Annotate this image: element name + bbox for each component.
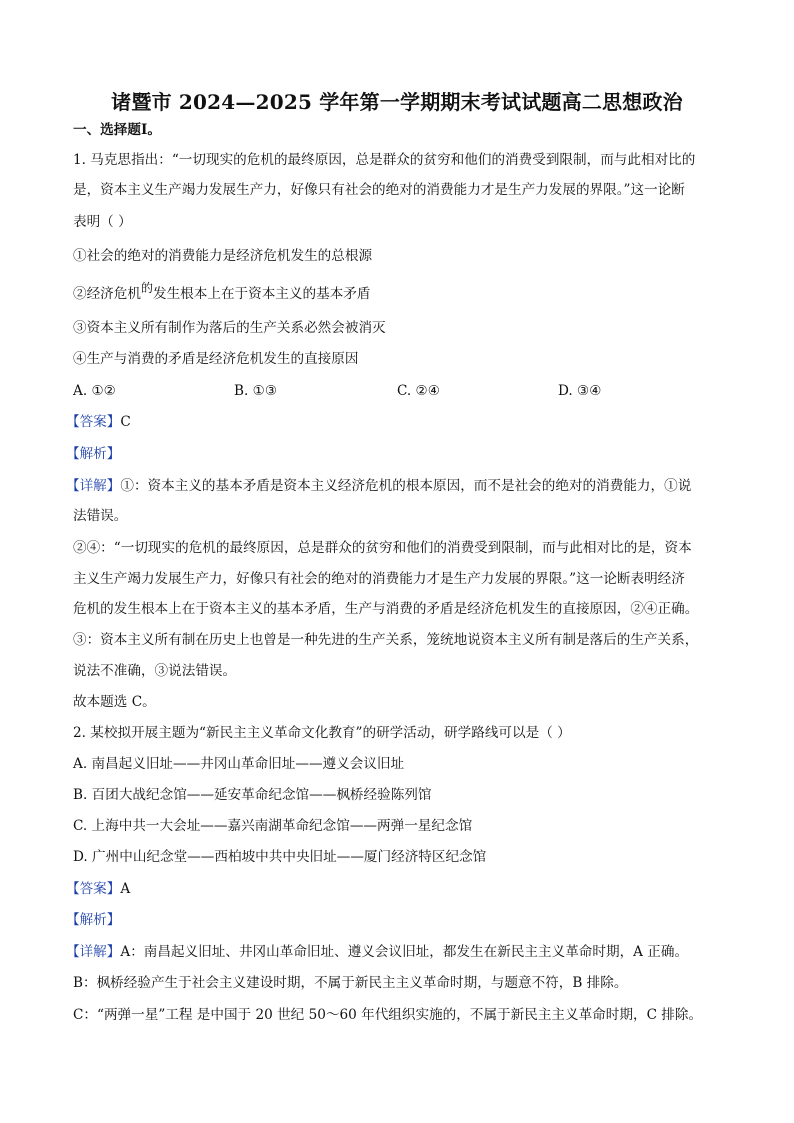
q1-answer-tag: 【答案】 <box>66 414 121 430</box>
q1-detail-line-4: 主义生产竭力发展生产力，好像只有社会的绝对的消费能力才是生产力发展的界限。”这一论断表明经济 <box>73 571 685 587</box>
q1-option-a: A. ①② <box>73 383 116 399</box>
q2-detail-line-2: B：枫桥经验产生于社会主义建设时期，不属于新民主主义革命时期，与题意不符，B 排除。 <box>73 975 628 991</box>
q2-detail-line-1 <box>66 942 726 962</box>
page-title: 诸暨市 2024—2025 学年第一学期期末考试试题高二思想政治 <box>111 90 683 114</box>
q2-option-c: C. 上海中共一大会址——嘉兴南湖革命纪念馆——两弹一星纪念馆 <box>73 818 473 834</box>
q1-option-c: C. ②④ <box>397 383 440 399</box>
q1-stem-line-1: 1. 马克思指出：“一切现实的危机的最终原因，总是群众的贫穷和他们的消费受到限制，而与此相对比的 <box>73 152 696 168</box>
q2-analysis-tag: 【解析】 <box>66 912 121 928</box>
q2-answer <box>66 879 726 899</box>
q1-option-d: D. ③④ <box>558 383 602 399</box>
q2-answer-value: A <box>120 881 131 897</box>
q1-option-b: B. ①③ <box>234 383 278 399</box>
q2-option-a: A. 南昌起义旧址——井冈山革命旧址——遵义会议旧址 <box>73 756 405 772</box>
q1-stem-line-3: 表明（ ） <box>73 214 132 230</box>
q1-statement-2 <box>73 281 733 304</box>
q2-detail-text-1: A：南昌起义旧址、井冈山革命旧址、遵义会议旧址，都发生在新民主主义革命时期，A 正确。 <box>120 944 689 960</box>
q2-option-d: D. 广州中山纪念堂——西柏坡中共中央旧址——厦门经济特区纪念馆 <box>73 849 487 865</box>
q1-detail-line-1 <box>66 476 726 496</box>
q1-detail-text-1: ①：资本主义的基本矛盾是资本主义经济危机的根本原因，而不是社会的绝对的消费能力，①说 <box>120 478 692 494</box>
q2-detail-tag: 【详解】 <box>66 944 121 960</box>
q1-detail-line-2: 法错误。 <box>73 508 128 524</box>
section-heading: 一、选择题Ⅰ。 <box>73 122 161 138</box>
q1-detail-line-5: 危机的发生根本上在于资本主义的基本矛盾，生产与消费的矛盾是经济危机发生的直接原因，②④正确。 <box>73 601 699 617</box>
q1-detail-line-6: ③：资本主义所有制在历史上也曾是一种先进的生产关系，笼统地说资本主义所有制是落后的生产关系， <box>73 632 699 648</box>
q1-statement-1: ①社会的绝对的消费能力是经济危机发生的总根源 <box>73 248 373 264</box>
q2-answer-tag: 【答案】 <box>66 881 121 897</box>
q1-statement-2-superscript: 的 <box>140 281 153 295</box>
q1-detail-tag: 【详解】 <box>66 478 121 494</box>
q1-statement-4: ④生产与消费的矛盾是经济危机发生的直接原因 <box>73 351 359 367</box>
q1-detail-line-3: ②④：“一切现实的危机的最终原因，总是群众的贫穷和他们的消费受到限制，而与此相对比的是，资本 <box>73 540 692 556</box>
q1-statement-2-part-a: ②经济危机 <box>73 286 141 302</box>
q1-detail-line-7: 说法不准确，③说法错误。 <box>73 663 237 679</box>
q1-answer <box>66 412 726 432</box>
q1-analysis-tag: 【解析】 <box>66 446 121 462</box>
q1-statement-3: ③资本主义所有制作为落后的生产关系必然会被消灭 <box>73 320 386 336</box>
q1-statement-2-part-b: 发生根本上在于资本主义的基本矛盾 <box>152 286 371 302</box>
q1-answer-value: C <box>120 414 131 430</box>
q2-option-b: B. 百团大战纪念馆——延安革命纪念馆——枫桥经验陈列馆 <box>73 787 432 803</box>
q1-conclusion: 故本题选 C。 <box>73 694 156 710</box>
q2-detail-line-3: C：“两弹一星”工程 是中国于 20 世纪 50～60 年代组织实施的，不属于新民主主义革命时期，C 排除。 <box>73 1007 703 1023</box>
q1-stem-line-2: 是，资本主义生产竭力发展生产力，好像只有社会的绝对的消费能力才是生产力发展的界限。”这一论断 <box>73 182 685 198</box>
q2-stem: 2. 某校拟开展主题为“新民主主义革命文化教育”的研学活动，研学路线可以是（ ） <box>73 725 571 741</box>
